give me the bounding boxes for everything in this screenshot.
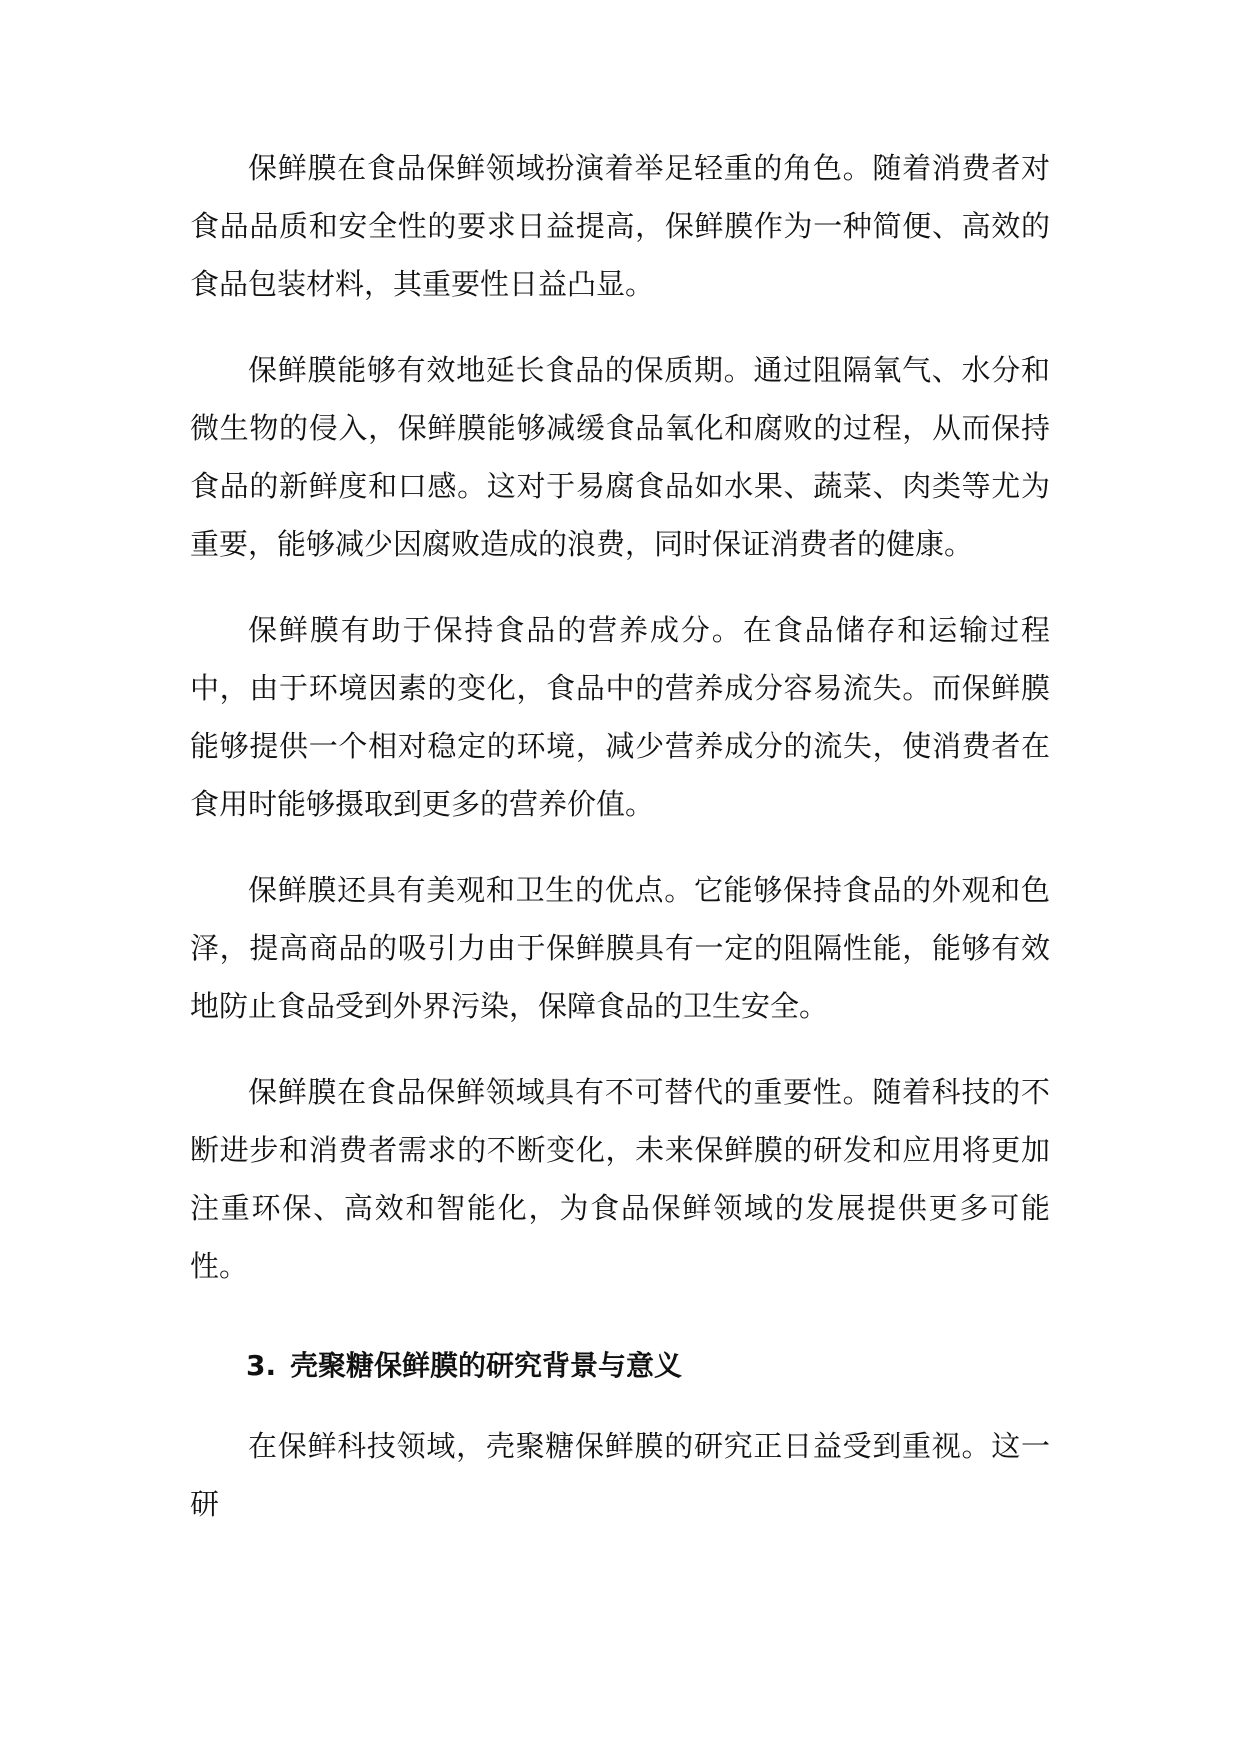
paragraph-4: 保鲜膜还具有美观和卫生的优点。它能够保持食品的外观和色泽，提高商品的吸引力由于保鲜膜具有一定的阻隔性能，能够有效地防止食品受到外界污染，保障食品的卫生安全。 (190, 873, 1050, 1023)
paragraph-5: 保鲜膜在食品保鲜领域具有不可替代的重要性。随着科技的不断进步和消费者需求的不断变化，未来保鲜膜的研发和应用将更加注重环保、高效和智能化，为食品保鲜领域的发展提供更多可能性。 (190, 1075, 1050, 1283)
section-heading (190, 1337, 1050, 1395)
document-body (190, 139, 1050, 1561)
paragraph-3: 保鲜膜有助于保持食品的营养成分。在食品储存和运输过程中，由于环境因素的变化，食品中的营养成分容易流失。而保鲜膜能够提供一个相对稳定的环境，减少营养成分的流失，使消费者在食用时能够摄取到更多的营养价值。 (190, 613, 1050, 821)
section-number: 3. (246, 1349, 277, 1382)
section-paragraph-1: 在保鲜科技领域，壳聚糖保鲜膜的研究正日益受到重视。这一研 (190, 1429, 1050, 1521)
paragraph-2: 保鲜膜能够有效地延长食品的保质期。通过阻隔氧气、水分和微生物的侵入，保鲜膜能够减缓食品氧化和腐败的过程，从而保持食品的新鲜度和口感。这对于易腐食品如水果、蔬菜、肉类等尤为重要，能够减少因腐败造成的浪费，同时保证消费者的健康。 (190, 353, 1050, 561)
section-title: 壳聚糖保鲜膜的研究背景与意义 (290, 1349, 683, 1382)
paragraph-1: 保鲜膜在食品保鲜领域扮演着举足轻重的角色。随着消费者对食品品质和安全性的要求日益提高，保鲜膜作为一种简便、高效的食品包装材料，其重要性日益凸显。 (190, 151, 1050, 301)
